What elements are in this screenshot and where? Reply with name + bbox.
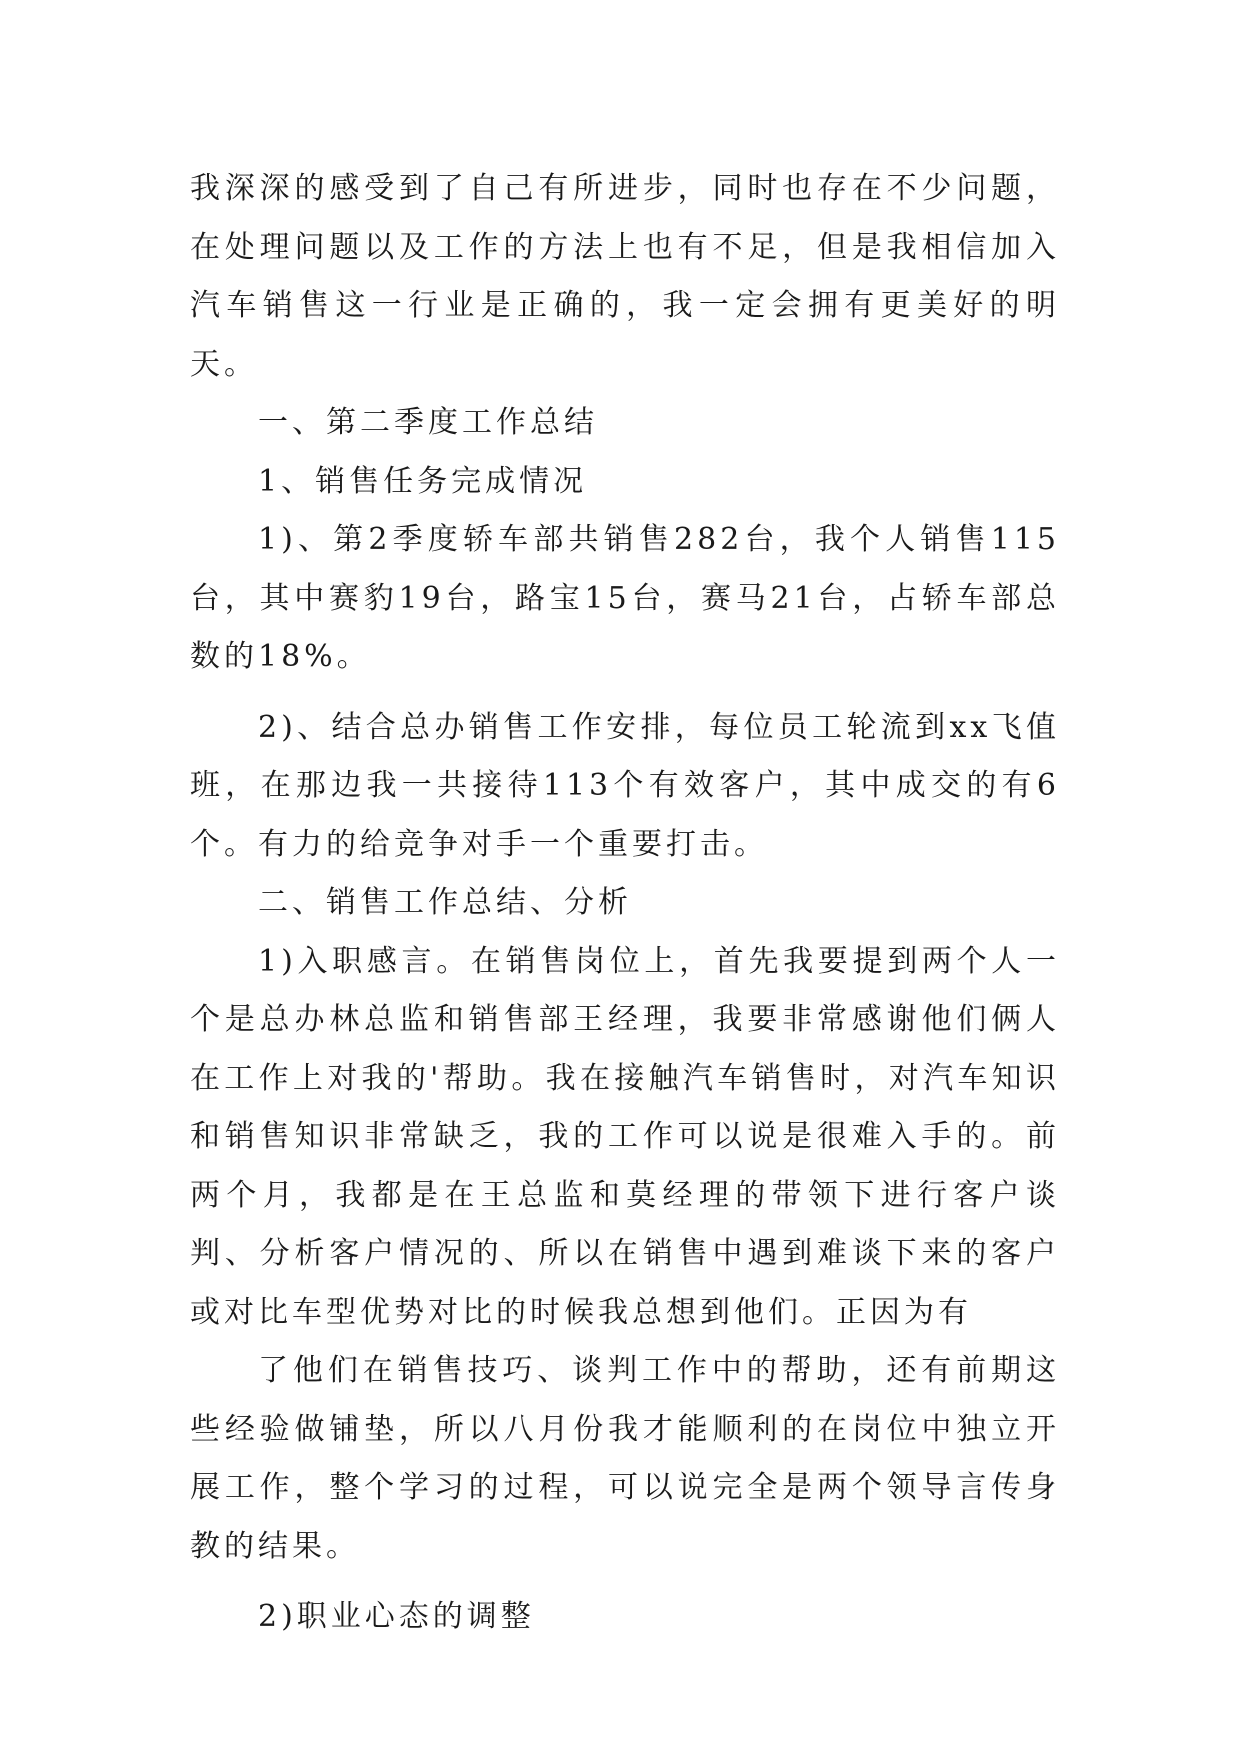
paragraph-continuation: 我深深的感受到了自己有所进步，同时也存在不少问题，在处理问题以及工作的方法上也有不足，但是我相信加入汽车销售这一行业是正确的，我一定会拥有更美好的明天。 <box>190 171 1060 382</box>
subsection-heading-2: 2)职业心态的调整 <box>258 1599 535 1634</box>
paragraph-duty-rotation: 2)、结合总办销售工作安排，每位员工轮流到xx飞值班，在那边我一共接待113个有效客户，其中成交的有6个。有力的给竞争对手一个重要打击。 <box>190 709 1060 862</box>
section-heading-1: 一、第二季度工作总结 <box>258 405 598 440</box>
paragraph-sales-figures: 1)、第2季度轿车部共销售282台，我个人销售115台，其中赛豹19台，路宝15台，赛马21台，占轿车部总数的18%。 <box>190 522 1060 674</box>
document-body <box>190 160 1060 1647</box>
section-heading-2: 二、销售工作总结、分析 <box>258 885 632 920</box>
paragraph-learning: 了他们在销售技巧、谈判工作中的帮助，还有前期这些经验做铺垫，所以八月份我才能顺利的在岗位中独立开展工作，整个学习的过程，可以说完全是两个领导言传身教的结果。 <box>190 1353 1060 1564</box>
subsection-heading-1: 1、销售任务完成情况 <box>258 463 588 499</box>
paragraph-onboarding: 1)入职感言。在销售岗位上，首先我要提到两个人一个是总办林总监和销售部王经理，我要非常感谢他们俩人在工作上对我的'帮助。我在接触汽车销售时，对汽车知识和销售知识非常缺乏，我的工作可以说是很难入手的。前两个月，我都是在王总监和莫经理的带领下进行客户谈判、分析客户情况的、所以在销售中遇到难谈下来的客户或对比车型优势对比的时候我总想到他们。正因为有 <box>190 943 1060 1330</box>
